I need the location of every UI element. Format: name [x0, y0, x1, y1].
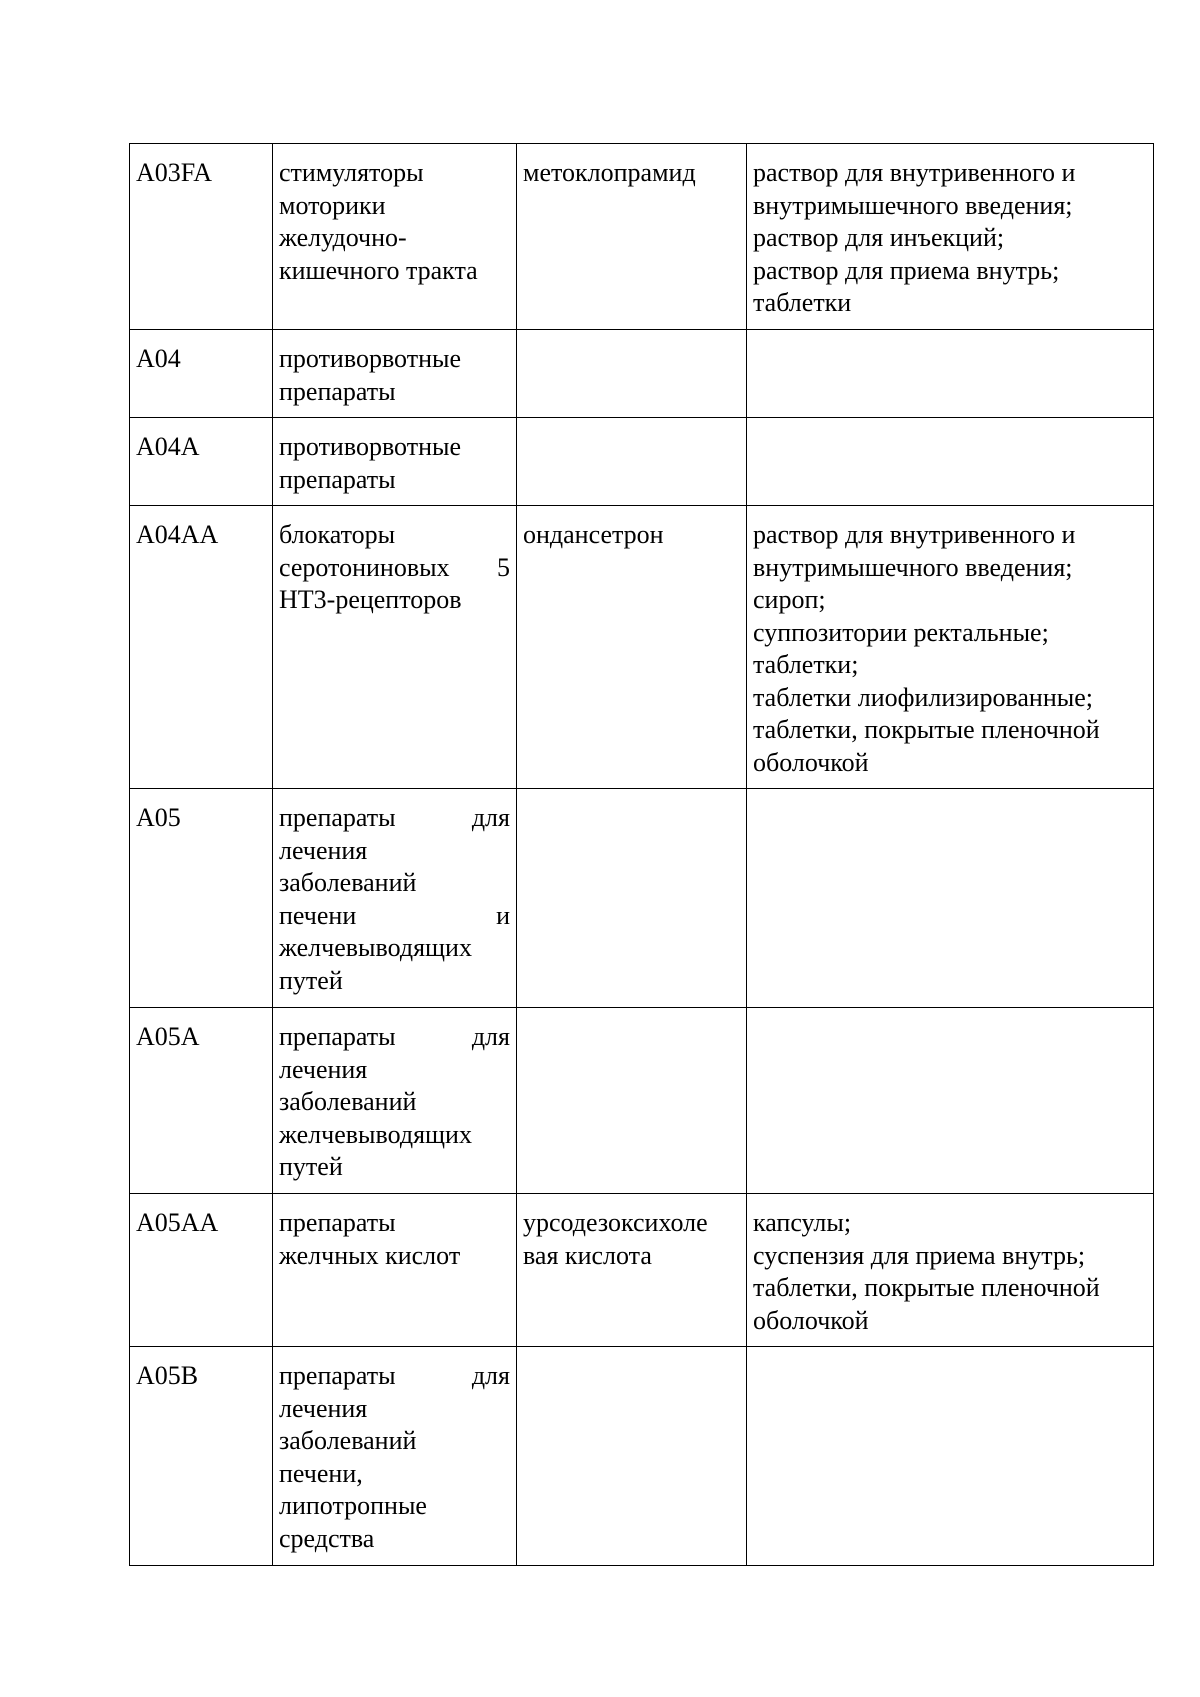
atc-code-cell: A05B: [130, 1347, 273, 1566]
group-line: блокаторы: [279, 520, 396, 549]
inn-cell: ондансетрон: [517, 506, 747, 789]
table-row: [130, 144, 1154, 330]
group-line: путей: [279, 1152, 343, 1181]
inn-cell: [517, 1347, 747, 1566]
dosage-form-cell: [747, 1008, 1154, 1194]
dosage-form-cell: [747, 418, 1154, 506]
dosage-form-cell: [747, 1347, 1154, 1566]
group-line: путей: [279, 965, 343, 995]
group-line: заболеваний: [279, 1426, 417, 1455]
group-line: заболеваний: [279, 868, 417, 897]
group-line: препараты для: [279, 1361, 510, 1390]
dosage-form-cell: раствор для внутривенного и внутримышечного введения; раствор для инъекций; раствор для приема внутрь; таблетки: [747, 144, 1154, 330]
drug-classification-table: [129, 143, 1154, 1566]
group-cell: стимуляторы моторики желудочно- кишечного тракта: [273, 144, 517, 330]
inn-cell: [517, 789, 747, 1008]
group-line: желчевыводящих: [279, 1119, 472, 1149]
group-line: лечения: [279, 1393, 368, 1423]
group-line: лечения: [279, 1054, 368, 1084]
group-line: липотропные: [279, 1491, 427, 1520]
atc-code-cell: A05: [130, 789, 273, 1008]
group-line: лечения: [279, 835, 368, 865]
dosage-form-cell: [747, 789, 1154, 1008]
group-line: HT3-рецепторов: [279, 585, 462, 614]
atc-code-cell: A04AA: [130, 506, 273, 789]
atc-code-cell: A04A: [130, 418, 273, 506]
inn-cell: метоклопрамид: [517, 144, 747, 330]
group-cell: [273, 1008, 517, 1194]
atc-code-cell: A03FA: [130, 144, 273, 330]
table-row: [130, 330, 1154, 418]
table-row: [130, 1194, 1154, 1347]
group-line: заболеваний: [279, 1087, 417, 1116]
group-line: печени,: [279, 1458, 363, 1488]
inn-cell: [517, 330, 747, 418]
inn-cell: [517, 1008, 747, 1194]
group-line: препараты для: [279, 1022, 510, 1051]
group-line: серотониновых 5: [279, 552, 510, 582]
dosage-form-cell: капсулы; суспензия для приема внутрь; таблетки, покрытые пленочной оболочкой: [747, 1194, 1154, 1347]
group-cell: препараты желчных кислот: [273, 1194, 517, 1347]
group-cell: [273, 1347, 517, 1566]
group-cell: противорвотные препараты: [273, 330, 517, 418]
inn-cell: [517, 418, 747, 506]
table-row: [130, 418, 1154, 506]
atc-code-cell: A04: [130, 330, 273, 418]
group-line: печени и: [279, 900, 510, 930]
table-row: [130, 1008, 1154, 1194]
table-row: [130, 506, 1154, 789]
group-line: желчевыводящих: [279, 933, 472, 962]
group-line: средства: [279, 1523, 375, 1553]
atc-code-cell: A05A: [130, 1008, 273, 1194]
group-cell: [273, 789, 517, 1008]
group-cell: [273, 506, 517, 789]
inn-cell: урсодезоксихоле вая кислота: [517, 1194, 747, 1347]
dosage-form-cell: раствор для внутривенного и внутримышечного введения; сироп; суппозитории ректальные; таблетки; таблетки лиофилизированные; таблетки, покрытые пленочной оболочкой: [747, 506, 1154, 789]
group-line: препараты для: [279, 803, 510, 832]
table-row: [130, 789, 1154, 1008]
table-row: [130, 1347, 1154, 1566]
group-cell: противорвотные препараты: [273, 418, 517, 506]
dosage-form-cell: [747, 330, 1154, 418]
atc-code-cell: A05AA: [130, 1194, 273, 1347]
